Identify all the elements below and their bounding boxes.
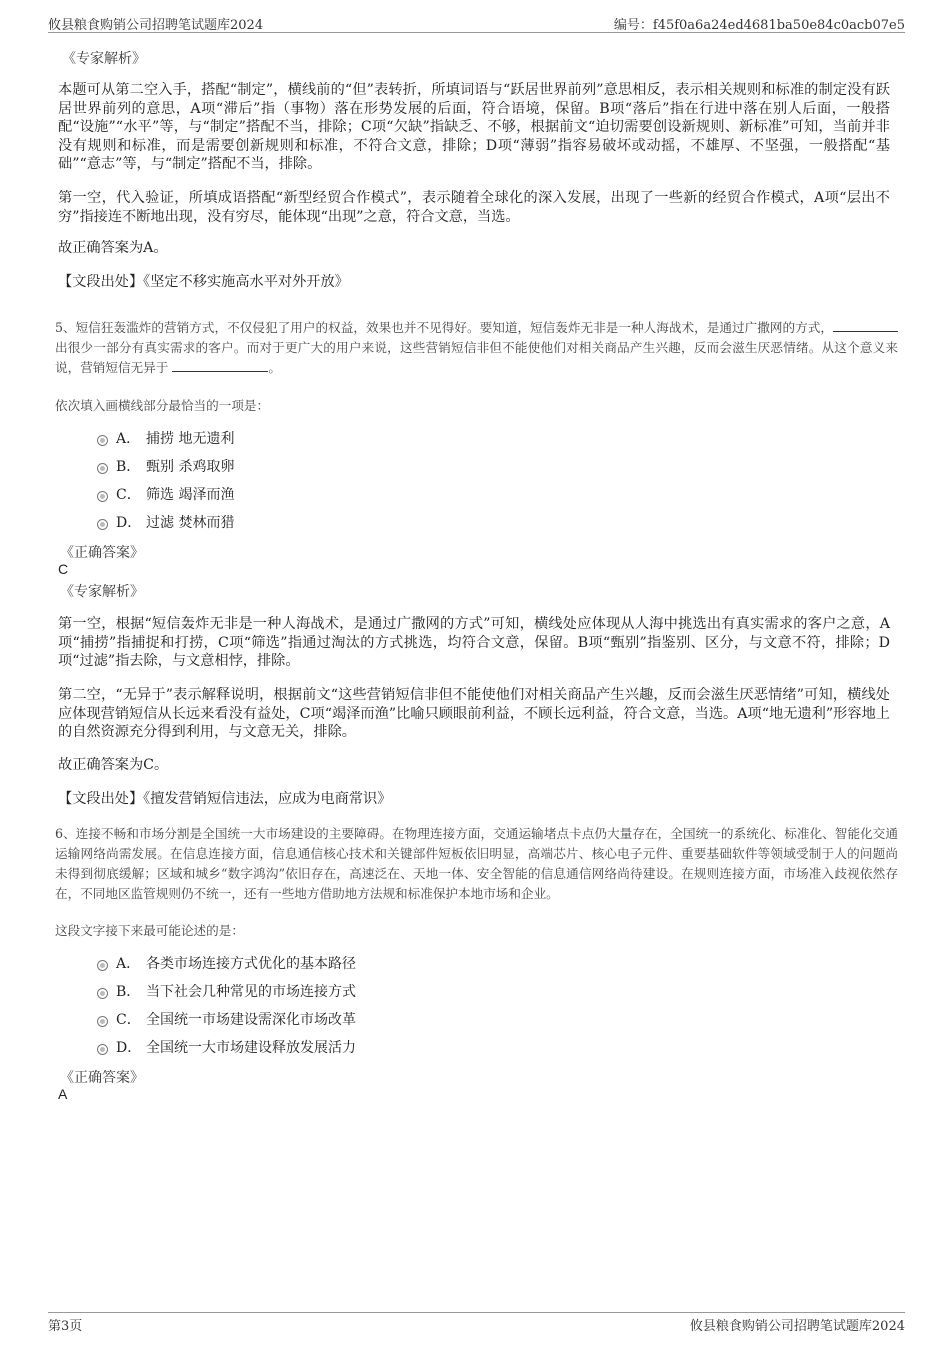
fill-blank (172, 358, 268, 372)
option-text: 当下社会几种常见的市场连接方式 (146, 984, 356, 1000)
answer-statement: 故正确答案为A。 (58, 240, 168, 256)
radio-icon[interactable] (97, 491, 108, 502)
option-a[interactable] (97, 428, 234, 448)
radio-icon[interactable] (97, 1016, 108, 1027)
question-5-text (55, 318, 898, 378)
correct-answer: A (58, 1086, 68, 1102)
source-citation: 【文段出处】《擅发营销短信违法，应成为电商常识》 (58, 791, 392, 807)
option-c[interactable] (97, 1009, 356, 1029)
fill-blank (833, 318, 898, 332)
question-instruction: 这段文字接下来最可能论述的是： (55, 923, 244, 938)
option-text: 筛选 竭泽而渔 (146, 487, 235, 503)
option-letter: A． (116, 956, 141, 972)
option-letter: B． (116, 459, 141, 475)
footer-title: 攸县粮食购销公司招聘笔试题库2024 (689, 1319, 905, 1334)
source-citation: 【文段出处】《坚定不移实施高水平对外开放》 (58, 274, 349, 290)
radio-icon[interactable] (97, 1044, 108, 1055)
option-b[interactable] (97, 981, 356, 1001)
radio-icon[interactable] (97, 463, 108, 474)
option-text: 全国统一大市场建设释放发展活力 (146, 1040, 356, 1056)
correct-answer-label: 《正确答案》 (60, 545, 144, 561)
radio-icon[interactable] (97, 435, 108, 446)
option-a[interactable] (97, 953, 356, 973)
option-d[interactable] (97, 1037, 356, 1057)
header-title: 攸县粮食购销公司招聘笔试题库2024 (48, 18, 264, 33)
analysis-label: 《专家解析》 (60, 584, 144, 600)
option-letter: C． (116, 1012, 141, 1028)
question-text-part: 。 (268, 360, 281, 375)
correct-answer: C (58, 561, 69, 577)
page-number: 第3页 (48, 1319, 83, 1334)
analysis-paragraph: 第一空，根据“短信轰炸无非是一种人海战术，是通过广撒网的方式”可知，横线处应体现从人海中挑选出有真实需求的客户之意，A项“捕捞”指捕捉和打捞，C项“筛选”指通过淘汰的方式挑选，均符合文意，保留。B项“甄别”指鉴别、区分，与文意不符，排除；D项“过滤”指去除，与文意相悖，排除。 (58, 616, 890, 669)
radio-icon[interactable] (97, 519, 108, 530)
analysis-label: 《专家解析》 (62, 51, 146, 67)
analysis-paragraph: 第二空，“无异于”表示解释说明，根据前文“这些营销短信非但不能使他们对相关商品产生兴趣，反而会滋生厌恶情绪”可知，横线处应体现营销短信从长远来看没有益处，C项“竭泽而渔”比喻只顾眼前利益，不顾长远利益，符合文意，当选。A项“地无遗利”形容地上的自然资源充分得到利用，与文意无关，排除。 (58, 687, 890, 740)
correct-answer-label: 《正确答案》 (60, 1070, 144, 1086)
document-number: 编号：f45f0a6a24ed4681ba50e84c0acb07e5 (613, 18, 905, 33)
analysis-paragraph: 第一空，代入验证，所填成语搭配“新型经贸合作模式”，表示随着全球化的深入发展，出现了一些新的经贸合作模式，A项“层出不穷”指接连不断地出现，没有穷尽，能体现“出现”之意，符合文意，当选。 (58, 190, 890, 225)
question-text-part: 出很少一部分有真实需求的客户。而对于更广大的用户来说，这些营销短信非但不能使他们对相关商品产生兴趣，反而会滋生厌恶情绪。从这个意义来说，营销短信无异于 (55, 340, 898, 375)
analysis-paragraph: 本题可从第二空入手，搭配“制定”，横线前的“但”表转折，所填词语与“跃居世界前列”意思相反，表示相关规则和标准的制定没有跃居世界前列的意思，A项“滞后”指（事物）落在形势发展的后面，符合语境，保留。B项“落后”指在行进中落在别人后面，一般搭配“设施”“水平”等，与“制定”搭配不当，排除；C项“欠缺”指缺乏、不够，根据前文“迫切需要创设新规则、新标准”可知，当前并非没有规则和标准，而是需要创新规则和标准，不符合文意，排除；D项“薄弱”指容易破坏或动摇，不雄厚、不坚强，一般搭配“基础”“意志”等，与“制定”搭配不当，排除。 (58, 82, 890, 172)
option-letter: A． (116, 431, 141, 447)
question-6-text: 6、连接不畅和市场分割是全国统一大市场建设的主要障碍。在物理连接方面，交通运输堵点卡点仍大量存在，全国统一的系统化、标准化、智能化交通运输网络尚需发展。在信息连接方面，信息通信核心技术和关键部件短板依旧明显，高端芯片、核心电子元件、重要基础软件等领域受制于人的问题尚未得到彻底缓解；区域和城乡“数字鸿沟”依旧存在，高速泛在、天地一体、安全智能的信息通信网络尚待建设。在规则连接方面，市场准入歧视依然存在，不同地区监管规则仍不统一，还有一些地方借助地方法规和标准保护本地市场和企业。 (55, 826, 898, 901)
option-letter: D． (116, 1040, 142, 1056)
option-text: 甄别 杀鸡取卵 (146, 459, 235, 475)
option-text: 全国统一市场建设需深化市场改革 (146, 1012, 356, 1028)
radio-icon[interactable] (97, 960, 108, 971)
option-d[interactable] (97, 512, 234, 532)
option-text: 捕捞 地无遗利 (146, 431, 235, 447)
option-text: 各类市场连接方式优化的基本路径 (146, 956, 356, 972)
question-text-part: 5、短信狂轰滥炸的营销方式，不仅侵犯了用户的权益，效果也并不见得好。要知道，短信轰炸无非是一种人海战术，是通过广撒网的方式， (55, 320, 833, 335)
option-letter: C． (116, 487, 141, 503)
radio-icon[interactable] (97, 988, 108, 999)
question-instruction: 依次填入画横线部分最恰当的一项是： (55, 398, 270, 413)
option-letter: B． (116, 984, 141, 1000)
answer-statement: 故正确答案为C。 (58, 757, 169, 773)
option-letter: D． (116, 515, 142, 531)
option-c[interactable] (97, 484, 234, 504)
option-text: 过滤 焚林而猎 (146, 515, 235, 531)
page-footer (48, 1312, 905, 1334)
option-b[interactable] (97, 456, 234, 476)
page-header (48, 14, 905, 33)
